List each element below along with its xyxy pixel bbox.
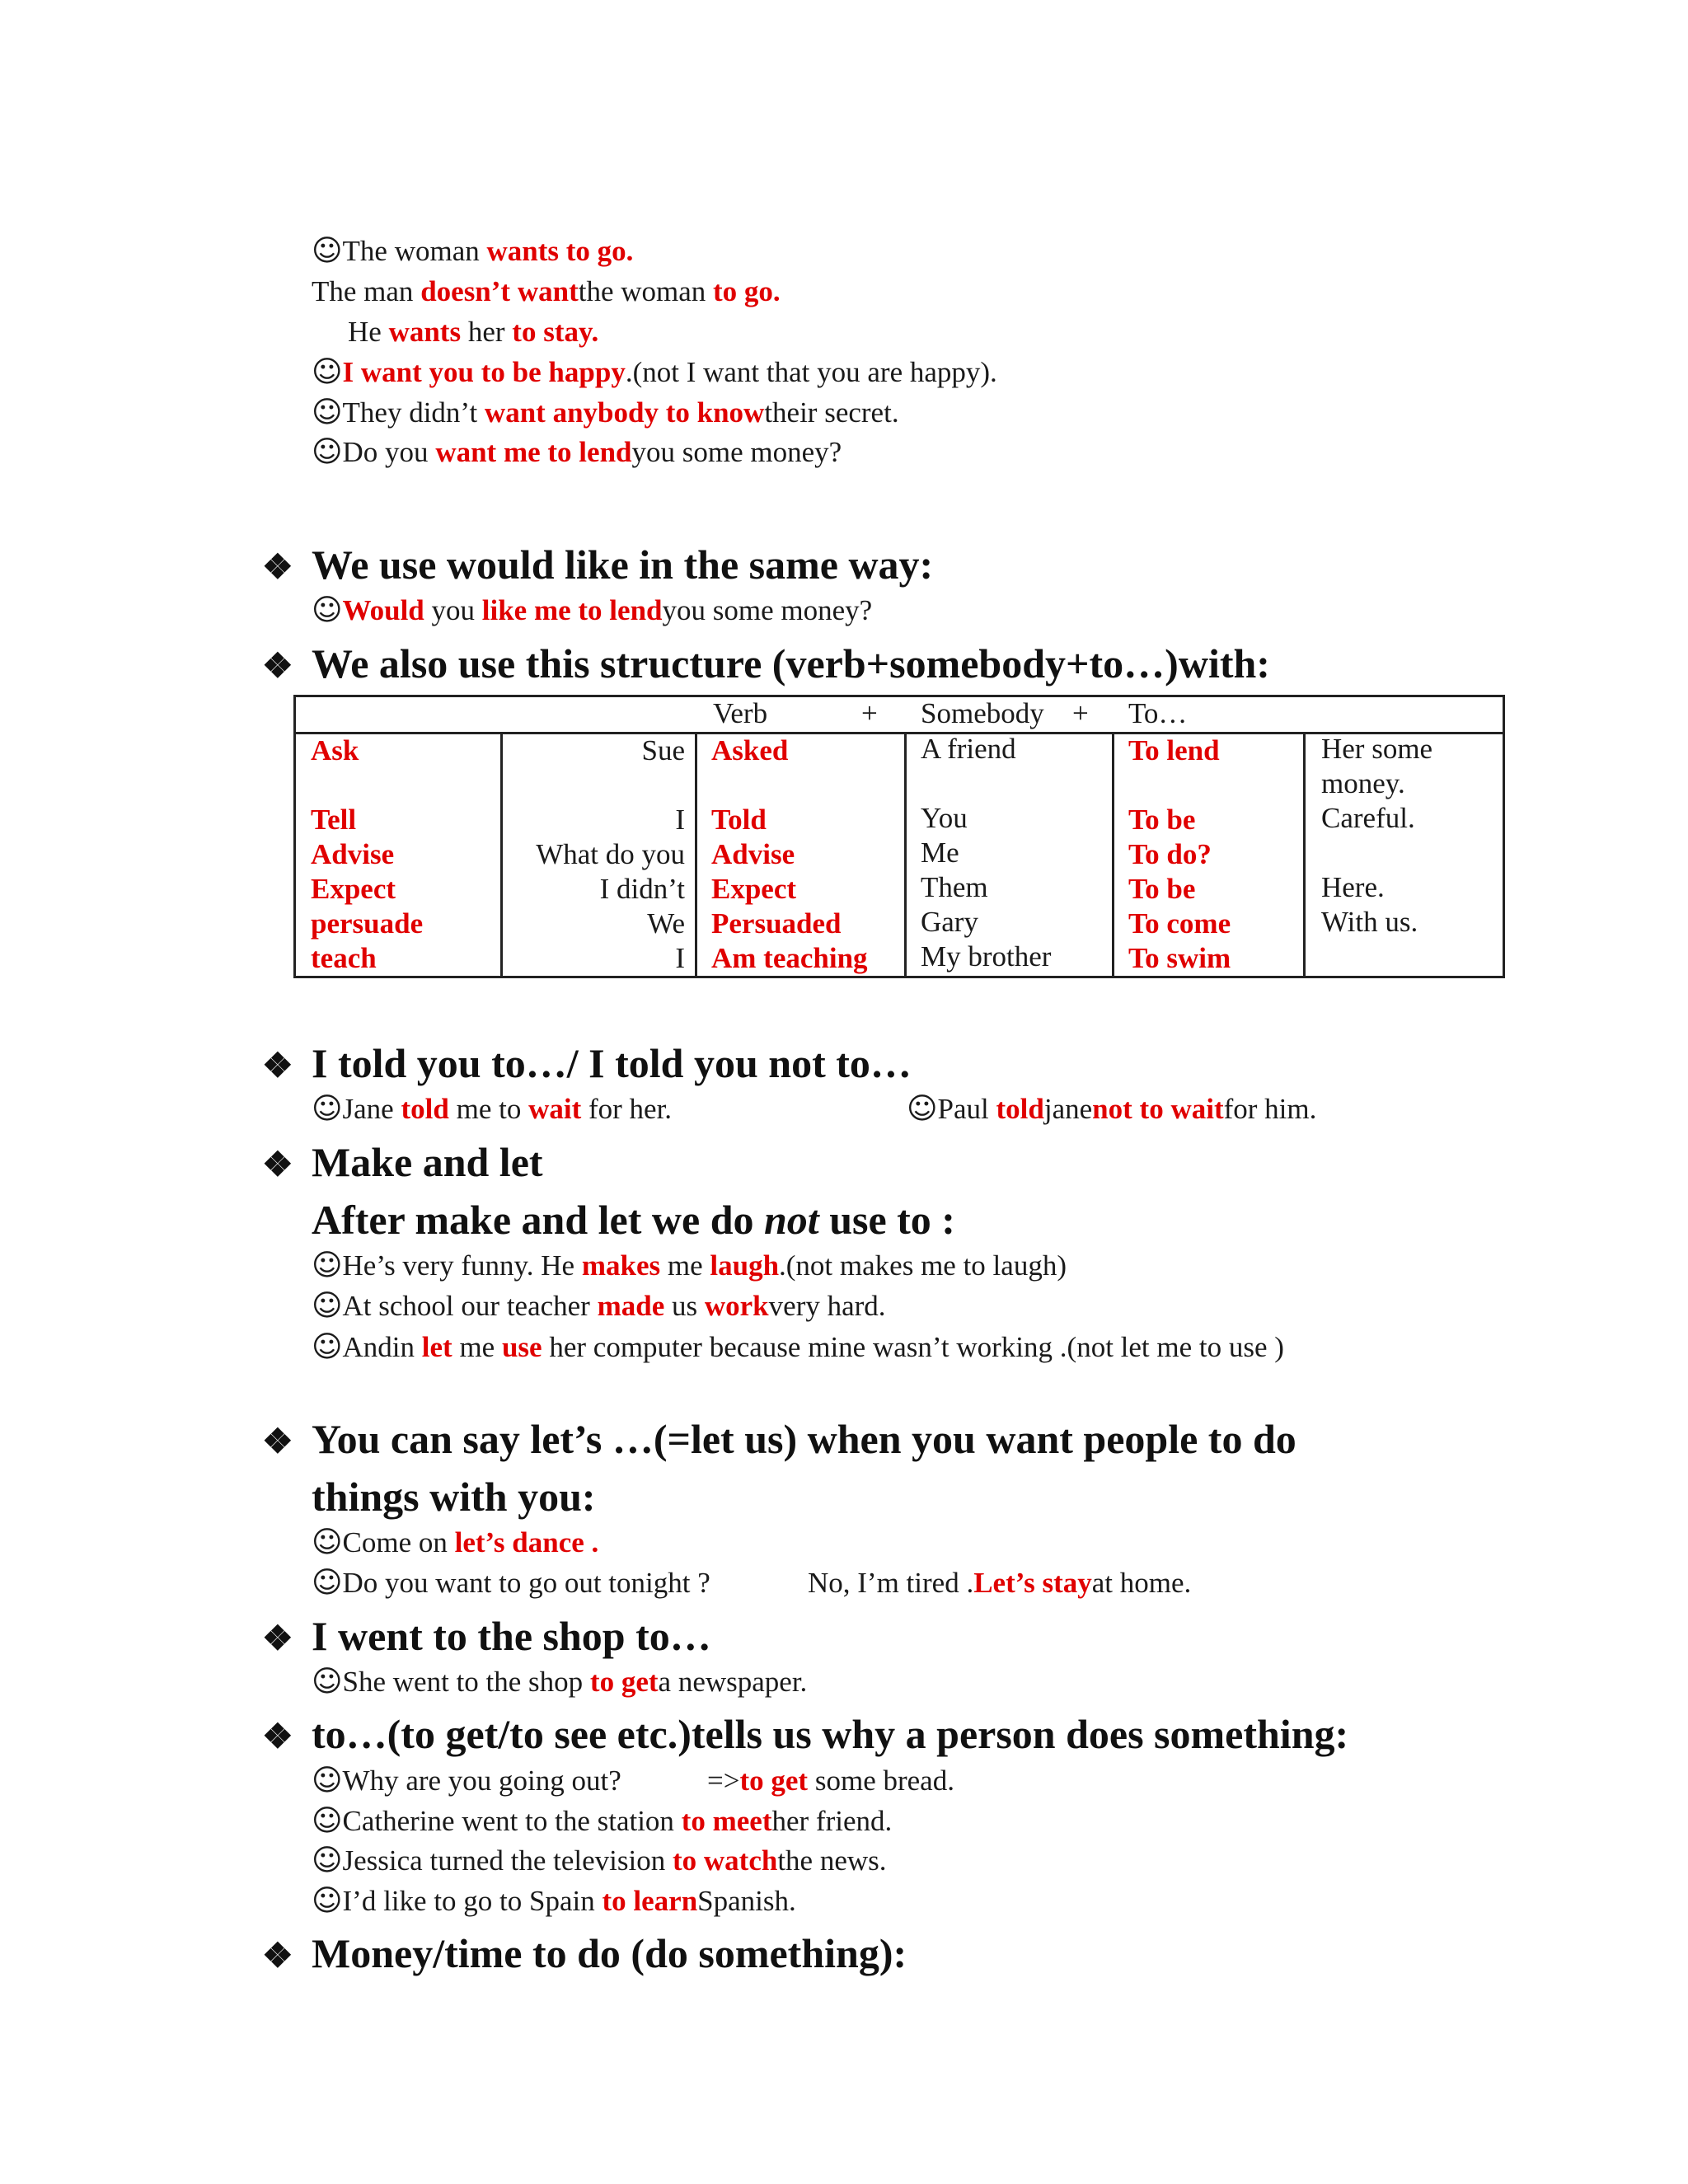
table-cell: Me — [921, 837, 959, 869]
example-line: ☺Would you like me to lendyou some money? — [312, 593, 873, 627]
table-cell: Tell — [311, 804, 357, 836]
verb-structure-table — [293, 695, 1505, 978]
section-heading: ❖ to…(to get/to see etc.)tells us why a person does something: — [262, 1709, 1348, 1762]
table-cell: Advise — [311, 838, 395, 870]
smiley-icon: ☺ — [312, 1764, 343, 1797]
diamond-bullet-icon: ❖ — [262, 1047, 293, 1085]
section-heading: ❖ Make and let — [262, 1137, 543, 1190]
smiley-icon: ☺ — [312, 1844, 343, 1877]
table-cell: To be — [1128, 873, 1196, 905]
example-line: The man doesn’t wantthe woman to go. — [312, 275, 781, 307]
table-cell: We — [647, 907, 685, 940]
table-cell: Gary — [921, 906, 978, 938]
smiley-icon: ☺ — [312, 355, 343, 389]
example-line: ☺Paul toldjanenot to waitfor him. — [907, 1092, 1317, 1126]
section-heading: ❖ I went to the shop to… — [262, 1611, 711, 1664]
table-cell: To be — [1128, 804, 1196, 836]
smiley-icon: ☺ — [312, 593, 343, 627]
table-cell: Asked — [711, 734, 789, 766]
table-cell: Expect — [311, 873, 396, 905]
table-cell: Advise — [711, 838, 795, 870]
diamond-bullet-icon: ❖ — [262, 648, 293, 686]
table-cell: Her some — [1321, 733, 1433, 765]
table-cell: With us. — [1321, 906, 1418, 938]
section-heading: ❖ We use would like in the same way: — [262, 540, 933, 593]
section-heading: ❖ You can say let’s …(=let us) when you want people to do — [262, 1414, 1296, 1467]
example-line: ☺He’s very funny. He makes me laugh.(not makes me to laugh) — [312, 1249, 1067, 1282]
smiley-icon: ☺ — [312, 1804, 343, 1838]
section-heading: ❖ I told you to…/ I told you not to… — [262, 1038, 912, 1091]
table-cell: To come — [1128, 907, 1231, 940]
example-line: No, I’m tired .Let’s stayat home. — [808, 1567, 1192, 1599]
smiley-icon: ☺ — [312, 234, 343, 268]
example-line: ☺Do you want to go out tonight ? — [312, 1566, 710, 1600]
smiley-icon: ☺ — [312, 1566, 343, 1600]
smiley-icon: ☺ — [907, 1092, 938, 1126]
example-line: ☺At school our teacher made us workvery hard. — [312, 1289, 886, 1323]
example-line: ☺The woman wants to go. — [312, 234, 634, 268]
smiley-icon: ☺ — [312, 435, 343, 469]
example-line: ☺Jessica turned the television to watchthe news. — [312, 1844, 887, 1877]
example-line: ☺Andin let me use her computer because mine wasn’t working .(not let me to use ) — [312, 1330, 1284, 1364]
table-cell: Expect — [711, 873, 797, 905]
diamond-bullet-icon: ❖ — [262, 1938, 293, 1975]
example-line: =>to get some bread. — [707, 1765, 954, 1797]
diamond-bullet-icon: ❖ — [262, 1718, 293, 1756]
example-line: ☺Why are you going out? — [312, 1764, 621, 1797]
example-line: ☺She went to the shop to geta newspaper. — [312, 1665, 808, 1699]
diamond-bullet-icon: ❖ — [262, 1146, 293, 1184]
section-heading: ❖ We also use this structure (verb+somebody+to…)with: — [262, 639, 1270, 691]
table-cell: Sue — [641, 734, 685, 766]
table-cell: Ask — [311, 734, 359, 766]
example-line: ☺I’d like to go to Spain to learnSpanish. — [312, 1884, 796, 1918]
table-cell: Told — [711, 804, 767, 836]
table-cell: money. — [1321, 767, 1405, 799]
table-cell: A friend — [921, 733, 1016, 765]
example-line: ☺They didn’t want anybody to knowtheir secret. — [312, 396, 899, 429]
section-heading: ❖ Money/time to do (do something): — [262, 1929, 907, 1981]
smiley-icon: ☺ — [312, 1330, 343, 1364]
table-cell: My brother — [921, 940, 1052, 972]
table-cell: You — [921, 802, 968, 834]
table-cell: To do? — [1128, 838, 1212, 870]
example-line: ☺Come on let’s dance . — [312, 1526, 599, 1559]
table-cell: teach — [311, 942, 377, 974]
smiley-icon: ☺ — [312, 1092, 343, 1126]
diamond-bullet-icon: ❖ — [262, 549, 293, 587]
table-cell: To swim — [1128, 942, 1231, 974]
diamond-bullet-icon: ❖ — [262, 1423, 293, 1461]
section-heading-continued: things with you: — [312, 1474, 596, 1520]
table-cell: Am teaching — [711, 942, 868, 974]
smiley-icon: ☺ — [312, 1526, 343, 1559]
table-cell: I — [675, 804, 685, 836]
table-cell: persuade — [311, 907, 424, 940]
table-cell: Them — [921, 871, 988, 903]
table-cell: I didn’t — [599, 873, 685, 905]
table-cell: I — [675, 942, 685, 974]
example-line: He wants her to stay. — [348, 316, 599, 348]
smiley-icon: ☺ — [312, 1884, 343, 1918]
example-line: ☺I want you to be happy.(not I want that you are happy). — [312, 355, 997, 389]
table-cell: What do you — [536, 838, 685, 870]
example-line: ☺Jane told me to wait for her. — [312, 1092, 673, 1126]
diamond-bullet-icon: ❖ — [262, 1620, 293, 1658]
smiley-icon: ☺ — [312, 1249, 343, 1282]
section-subheading: After make and let we do not use to : — [312, 1197, 955, 1243]
table-cell: Careful. — [1321, 802, 1415, 834]
table-cell: Persuaded — [711, 907, 842, 940]
smiley-icon: ☺ — [312, 1289, 343, 1323]
smiley-icon: ☺ — [312, 1665, 343, 1699]
table-cell: To lend — [1128, 734, 1220, 766]
example-line: ☺Do you want me to lendyou some money? — [312, 435, 842, 469]
example-line: ☺Catherine went to the station to meether friend. — [312, 1804, 893, 1838]
smiley-icon: ☺ — [312, 396, 343, 429]
table-cell: Here. — [1321, 871, 1385, 903]
table-header-row: Verb + Somebody + To… — [296, 697, 1503, 734]
